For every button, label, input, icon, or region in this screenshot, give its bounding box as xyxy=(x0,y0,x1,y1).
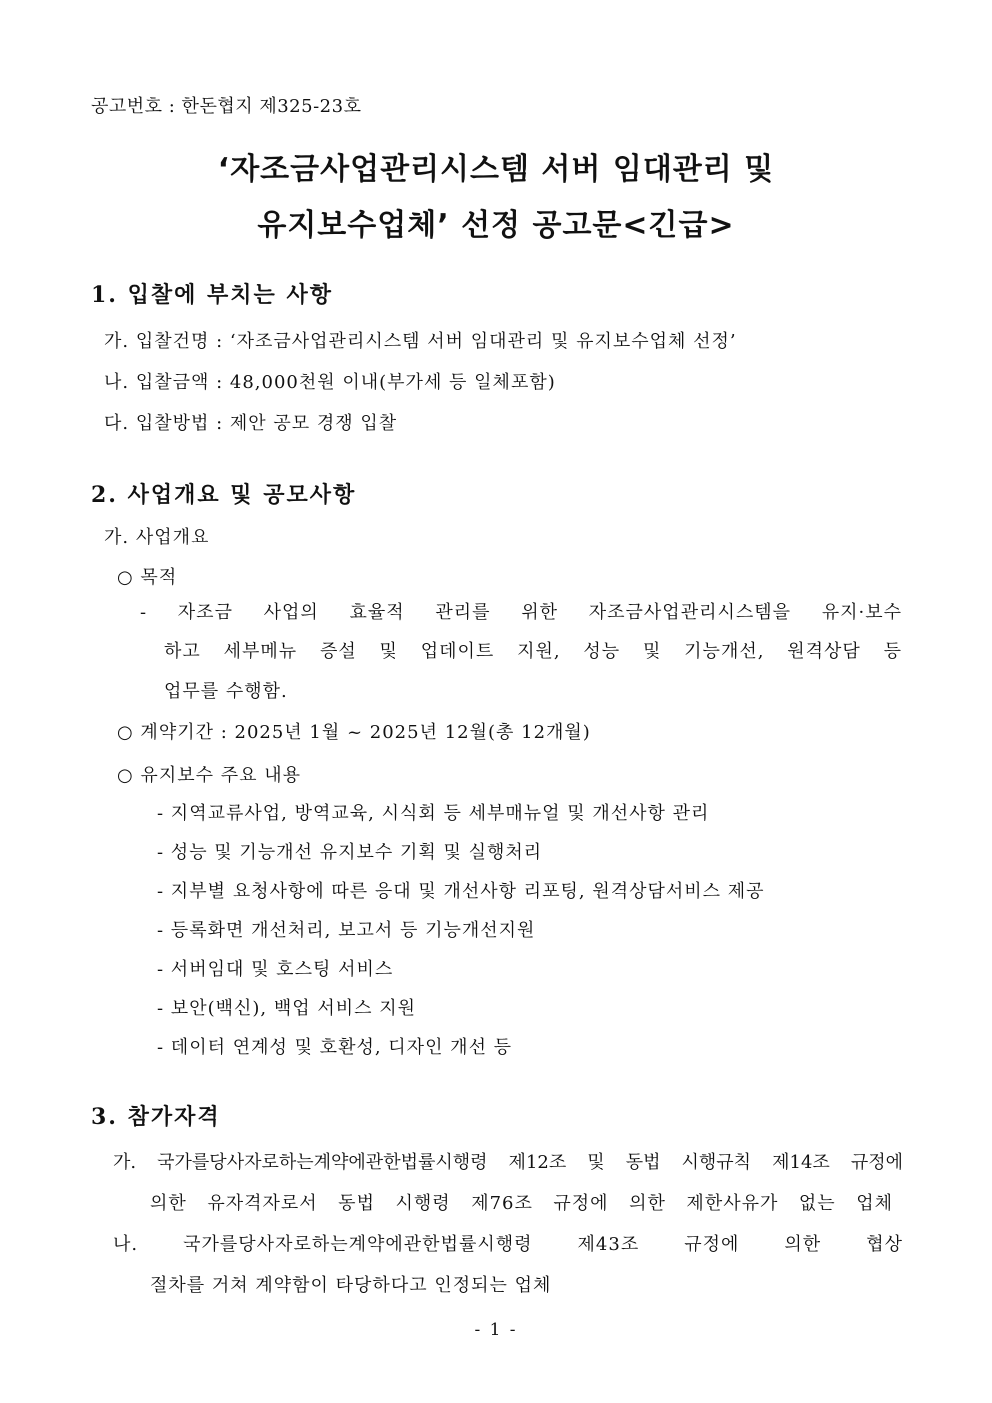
notice-number: 공고번호 : 한돈협지 제325-23호 xyxy=(91,96,362,117)
maintenance-item: - 지부별 요청사항에 따른 응대 및 개선사항 리포팅, 원격상담서비스 제공 xyxy=(157,881,765,902)
section-1-item: 가. 입찰건명 : ‘자조금사업관리시스템 서버 임대관리 및 유지보수업체 선정’ xyxy=(104,331,737,352)
section-2-heading: 2. 사업개요 및 공모사항 xyxy=(91,482,357,508)
purpose-line: - 자조금 사업의 효율적 관리를 위한 자조금사업관리시스템을 유지·보수 xyxy=(140,602,902,623)
qualification-item-line: 가. 국가를당사자로하는계약에관한법률시행령 제12조 및 동법 시행규칙 제14조 규정에 xyxy=(113,1152,903,1173)
qualification-item-line: 의한 유자격자로서 동법 시행령 제76조 규정에 의한 제한사유가 없는 업체 xyxy=(150,1193,893,1214)
maintenance-item: - 성능 및 기능개선 유지보수 기획 및 실행처리 xyxy=(157,842,543,863)
purpose-line: 업무를 수행함. xyxy=(164,681,288,702)
purpose-line: 하고 세부메뉴 증설 및 업데이트 지원, 성능 및 기능개선, 원격상담 등 xyxy=(164,641,902,662)
maintenance-item: - 보안(백신), 백업 서비스 지원 xyxy=(157,998,417,1019)
maintenance-label: ○ 유지보수 주요 내용 xyxy=(117,765,301,786)
maintenance-item: - 서버임대 및 호스팅 서비스 xyxy=(157,959,394,980)
qualification-item-line: 나. 국가를당사자로하는계약에관한법률시행령 제43조 규정에 의한 협상 xyxy=(113,1234,903,1255)
document-title-line-2: 유지보수업체’ 선정 공고문<긴급> xyxy=(257,208,735,243)
section-1-item: 다. 입찰방법 : 제안 공모 경쟁 입찰 xyxy=(104,413,398,434)
maintenance-item: - 등록화면 개선처리, 보고서 등 기능개선지원 xyxy=(157,920,536,941)
section-1-item: 나. 입찰금액 : 48,000천원 이내(부가세 등 일체포함) xyxy=(104,372,556,393)
purpose-label: ○ 목적 xyxy=(117,567,178,588)
qualification-item-line: 절차를 거쳐 계약함이 타당하다고 인정되는 업체 xyxy=(150,1275,552,1296)
maintenance-item: - 데이터 연계성 및 호환성, 디자인 개선 등 xyxy=(157,1037,513,1058)
page-number: - 1 - xyxy=(474,1320,518,1340)
section-1-heading: 1. 입찰에 부치는 사항 xyxy=(91,282,333,308)
document-title-line-1: ‘자조금사업관리시스템 서버 임대관리 및 xyxy=(217,152,775,187)
section-2-subheading: 가. 사업개요 xyxy=(104,527,210,548)
maintenance-item: - 지역교류사업, 방역교육, 시식회 등 세부매뉴얼 및 개선사항 관리 xyxy=(157,803,710,824)
contract-period: ○ 계약기간 : 2025년 1월 ~ 2025년 12월(총 12개월) xyxy=(117,722,591,743)
section-3-heading: 3. 참가자격 xyxy=(91,1104,221,1130)
